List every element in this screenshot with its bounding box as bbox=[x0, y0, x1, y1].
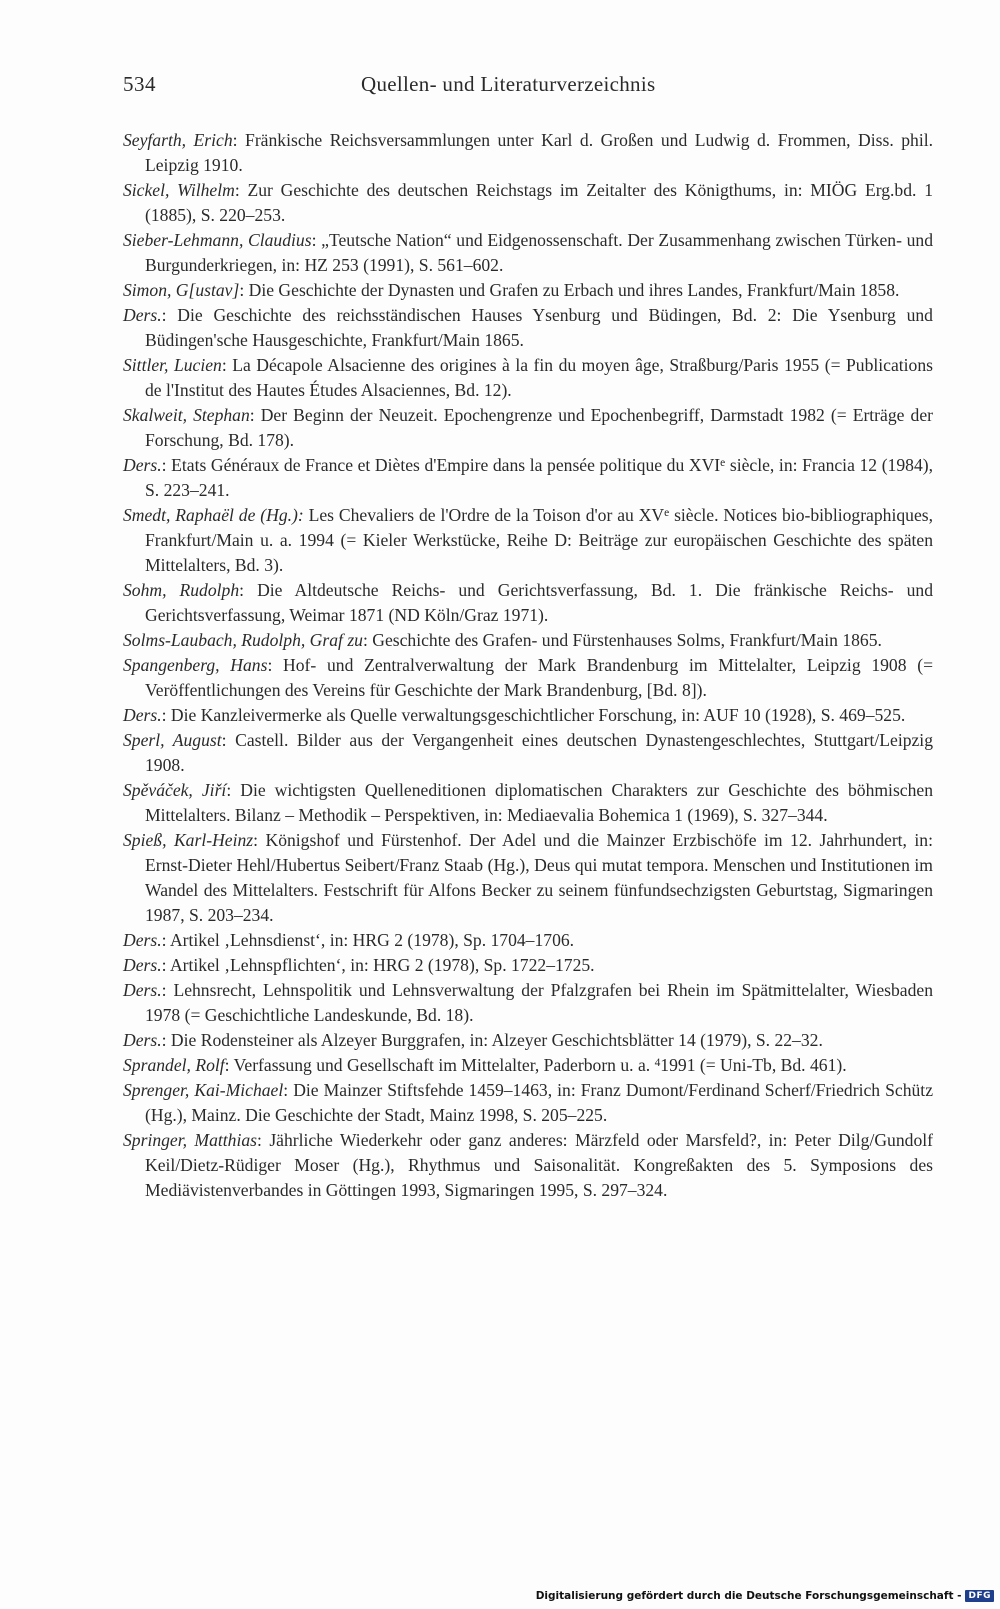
entry-separator: : bbox=[224, 1055, 234, 1075]
entry-separator: : bbox=[161, 305, 178, 325]
entry-separator: : bbox=[249, 405, 261, 425]
entry-author: Ders. bbox=[123, 930, 162, 950]
entry-text: Geschichte des Grafen- und Fürstenhauses Solms, Frankfurt/Main 1865. bbox=[372, 630, 882, 650]
entry-author: Sperl, August bbox=[123, 730, 222, 750]
bibliography-entry bbox=[123, 978, 933, 1028]
entry-separator: : bbox=[161, 980, 174, 1000]
entry-separator: : bbox=[283, 1080, 294, 1100]
entry-separator: : bbox=[257, 1130, 270, 1150]
page-header bbox=[123, 72, 933, 102]
bibliography-entry bbox=[123, 128, 933, 178]
bibliography-entry bbox=[123, 578, 933, 628]
bibliography-entry bbox=[123, 1028, 933, 1053]
bibliography-entry bbox=[123, 1053, 933, 1078]
bibliography-entry bbox=[123, 953, 933, 978]
entry-author: Solms-Laubach, Rudolph, Graf zu bbox=[123, 630, 363, 650]
entry-author: Ders. bbox=[123, 455, 162, 475]
bibliography-entry bbox=[123, 178, 933, 228]
entry-separator: : bbox=[362, 630, 373, 650]
entry-author: Sohm, Rudolph bbox=[123, 580, 240, 600]
entry-text: Lehnsrecht, Lehnspolitik und Lehnsverwaltung der Pfalzgrafen bei Rhein im Spätmittelalter, Wiesbaden 1978 (= Geschichtliche Landeskunde, Bd. 18). bbox=[145, 980, 933, 1025]
entry-separator: : bbox=[239, 280, 249, 300]
bibliography-entry bbox=[123, 1128, 933, 1203]
entry-author: Smedt, Raphaël de (Hg.): bbox=[123, 505, 304, 525]
entry-text-continued: 1991 (= Uni-Tb, Bd. 461). bbox=[660, 1055, 847, 1075]
entry-author: Sprenger, Kai-Michael bbox=[123, 1080, 284, 1100]
bibliography-entry bbox=[123, 778, 933, 828]
entry-separator: : bbox=[267, 655, 284, 675]
entry-separator: : bbox=[161, 1030, 171, 1050]
entry-author: Skalweit, Stephan bbox=[123, 405, 250, 425]
bibliography-list bbox=[123, 128, 933, 1203]
entry-text: Der Beginn der Neuzeit. Epochengrenze und Epochenbegriff, Darmstadt 1982 (= Erträge der Forschung, Bd. 178). bbox=[145, 405, 933, 450]
entry-text: Die Rodensteiner als Alzeyer Burggrafen, in: Alzeyer Geschichtsblätter 14 (1979), S. 22–32. bbox=[170, 1030, 823, 1050]
entry-superscript: 4 bbox=[654, 1056, 661, 1069]
entry-separator: : bbox=[226, 780, 241, 800]
entry-author: Ders. bbox=[123, 305, 162, 325]
entry-text: Die Geschichte des reichsständischen Hauses Ysenburg und Büdingen, Bd. 2: Die Ysenburg und Büdingen'sche Hausgeschichte, Frankfurt/Main 1865. bbox=[145, 305, 933, 350]
bibliography-entry bbox=[123, 628, 933, 653]
entry-text: Artikel ‚Lehnspflichten‘, in: HRG 2 (1978), Sp. 1722–1725. bbox=[169, 955, 595, 975]
entry-text: Verfassung und Gesellschaft im Mittelalter, Paderborn u. a. bbox=[233, 1055, 655, 1075]
entry-separator: : bbox=[239, 580, 258, 600]
bibliography-entry bbox=[123, 228, 933, 278]
running-title: Quellen- und Literaturverzeichnis bbox=[361, 72, 656, 96]
entry-author: Sprandel, Rolf bbox=[123, 1055, 225, 1075]
entry-author: Spieß, Karl-Heinz bbox=[123, 830, 254, 850]
bibliography-entry bbox=[123, 503, 933, 578]
bibliography-entry bbox=[123, 1078, 933, 1128]
entry-text: Castell. Bilder aus der Vergangenheit eines deutschen Dynastengeschlechtes, Stuttgart/Leipzig 1908. bbox=[145, 730, 933, 775]
entry-text: Etats Généraux de France et Diètes d'Empire dans la pensée politique du XVI bbox=[171, 455, 721, 475]
entry-author: Ders. bbox=[123, 955, 162, 975]
entry-text: Artikel ‚Lehnsdienst‘, in: HRG 2 (1978), Sp. 1704–1706. bbox=[169, 930, 575, 950]
entry-superscript: e bbox=[664, 506, 670, 519]
entry-text: Die wichtigsten Quelleneditionen diplomatischen Charakters zur Geschichte des böhmischen Mittelalters. Bilanz – Methodik – Perspektiven, in: Mediaevalia Bohemica 1 (1969), S. 327–344. bbox=[145, 780, 934, 825]
entry-separator: : bbox=[161, 930, 170, 950]
entry-separator: : bbox=[221, 730, 236, 750]
entry-text: Les Chevaliers de l'Ordre de la Toison d'or au XV bbox=[308, 505, 665, 525]
entry-text: Zur Geschichte des deutschen Reichstags im Zeitalter des Königthums, in: MIÖG Erg.bd. 1 (1885), S. 220–253. bbox=[145, 180, 933, 225]
bibliography-entry bbox=[123, 353, 933, 403]
entry-author: Sickel, Wilhelm bbox=[123, 180, 235, 200]
entry-author: Springer, Matthias bbox=[123, 1130, 257, 1150]
entry-separator: : bbox=[234, 180, 248, 200]
entry-text: Hof- und Zentralverwaltung der Mark Brandenburg im Mittelalter, Leipzig 1908 (= Veröffentlichungen des Vereins für Geschichte der Mark Brandenburg, [Bd. 8]). bbox=[145, 655, 933, 700]
entry-text: Die Mainzer Stiftsfehde 1459–1463, in: Franz Dumont/Ferdinand Scherf/Friedrich Schütz (Hg.), Mainz. Die Geschichte der Stadt, Mainz 1998, S. 205–225. bbox=[145, 1080, 933, 1125]
entry-text: Fränkische Reichsversammlungen unter Karl d. Großen und Ludwig d. Frommen, Diss. phil. Leipzig 1910. bbox=[145, 130, 933, 175]
entry-author: Ders. bbox=[123, 980, 162, 1000]
bibliography-entry bbox=[123, 653, 933, 703]
entry-text: La Décapole Alsacienne des origines à la fin du moyen âge, Straßburg/Paris 1955 (= Publications de l'Institut des Hautes Études Alsaciennes, Bd. 12). bbox=[145, 355, 933, 400]
entry-separator: : bbox=[232, 130, 246, 150]
bibliography-entry bbox=[123, 453, 933, 503]
entry-separator: : bbox=[253, 830, 266, 850]
entry-text: Königshof und Fürstenhof. Der Adel und die Mainzer Erzbischöfe im 12. Jahrhundert, in: Ernst-Dieter Hehl/Hubertus Seibert/Franz Staab (Hg.), Deus qui mutat tempora. Menschen und Institutionen im Wandel des Mittelalters. Festschrift für Alfons Becker zu seinem fünfundsechzigsten Geburtstag, Sigmaringen 1987, S. 203–234. bbox=[145, 830, 933, 925]
page-number: 534 bbox=[123, 72, 156, 96]
bibliography-entry bbox=[123, 703, 933, 728]
entry-text-continued: siècle. Notices bio-bibliographiques, Frankfurt/Main u. a. 1994 (= Kieler Werkstücke, Reihe D: Beiträge zur europäischen Geschichte des späten Mittelalters, Bd. 3). bbox=[145, 505, 933, 575]
entry-author: Spěváček, Jiří bbox=[123, 780, 227, 800]
entry-superscript: e bbox=[720, 456, 726, 469]
entry-author: Ders. bbox=[123, 1030, 162, 1050]
entry-text-continued: siècle, in: Francia 12 (1984), S. 223–241. bbox=[145, 455, 934, 500]
bibliography-entry bbox=[123, 303, 933, 353]
bibliography-entry bbox=[123, 828, 933, 928]
entry-separator: : bbox=[161, 455, 172, 475]
digitization-footer bbox=[536, 1587, 994, 1605]
entry-author: Seyfarth, Erich bbox=[123, 130, 233, 150]
entry-separator: : bbox=[161, 955, 170, 975]
bibliography-entry bbox=[123, 928, 933, 953]
dfg-logo-icon: DFG bbox=[965, 1590, 994, 1602]
entry-separator: : bbox=[221, 355, 233, 375]
entry-author: Simon, G[ustav] bbox=[123, 280, 240, 300]
bibliography-entry bbox=[123, 728, 933, 778]
entry-author: Ders. bbox=[123, 705, 162, 725]
entry-separator: : bbox=[311, 230, 322, 250]
bibliography-entry bbox=[123, 403, 933, 453]
entry-text: Die Kanzleivermerke als Quelle verwaltungsgeschichtlicher Forschung, in: AUF 10 (1928), S. 469–525. bbox=[170, 705, 906, 725]
funding-credit: Digitalisierung gefördert durch die Deutsche Forschungsgemeinschaft - bbox=[535, 1590, 962, 1602]
entry-text: Jährliche Wiederkehr oder ganz anderes: Märzfeld oder Marsfeld?, in: Peter Dilg/Gundolf Keil/Dietz-Rüdiger Moser (Hg.), Rhythmus und Saisonalität. Kongreßakten des 5. Symposions des Mediävistenverbandes in Göttingen 1993, Sigmaringen 1995, S. 297–324. bbox=[145, 1130, 933, 1200]
entry-author: Spangenberg, Hans bbox=[123, 655, 268, 675]
entry-author: Sieber-Lehmann, Claudius bbox=[123, 230, 312, 250]
entry-text: Die Altdeutsche Reichs- und Gerichtsverfassung, Bd. 1. Die fränkische Reichs- und Gerichtsverfassung, Weimar 1871 (ND Köln/Graz 1971). bbox=[145, 580, 934, 625]
entry-separator: : bbox=[161, 705, 171, 725]
entry-text: Die Geschichte der Dynasten und Grafen zu Erbach und ihres Landes, Frankfurt/Main 1858. bbox=[248, 280, 900, 300]
entry-author: Sittler, Lucien bbox=[123, 355, 222, 375]
entry-text: „Teutsche Nation“ und Eidgenossenschaft. Der Zusammenhang zwischen Türken- und Burgunderkriegen, in: HZ 253 (1991), S. 561–602. bbox=[145, 230, 933, 275]
bibliography-entry bbox=[123, 278, 933, 303]
